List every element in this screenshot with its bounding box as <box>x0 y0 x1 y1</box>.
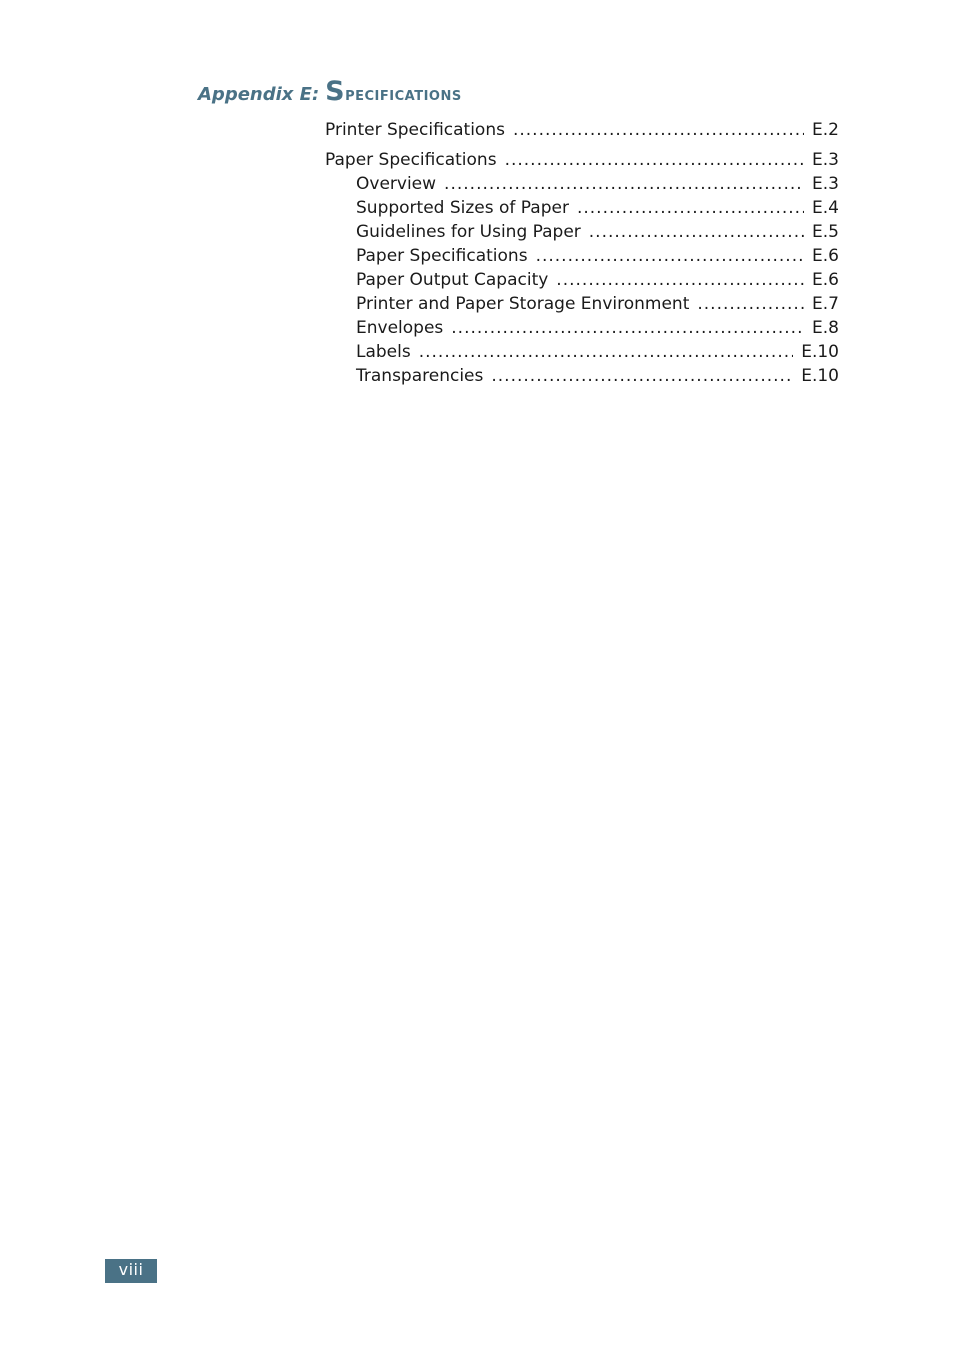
toc-entry-title: Printer Specifications <box>325 120 505 140</box>
toc-entry-guidelines[interactable] <box>325 220 839 244</box>
toc-entry-labels[interactable] <box>325 340 839 364</box>
toc-entry-output-capacity[interactable] <box>325 268 839 292</box>
table-of-contents <box>325 118 839 388</box>
appendix-title-rest: pecifications <box>345 83 462 105</box>
page-number: viii <box>105 1259 157 1283</box>
toc-entry-title: Envelopes <box>356 318 444 338</box>
toc-entry-page: E.10 <box>801 366 839 386</box>
dot-leader <box>536 244 804 268</box>
appendix-title <box>325 76 462 107</box>
toc-entry-title: Transparencies <box>356 366 484 386</box>
dot-leader <box>451 316 804 340</box>
dot-leader <box>419 340 794 364</box>
toc-entry-page: E.7 <box>812 294 839 314</box>
toc-entry-overview[interactable] <box>325 172 839 196</box>
toc-entry-page: E.8 <box>812 318 839 338</box>
toc-entry-title: Printer and Paper Storage Environment <box>356 294 690 314</box>
toc-entry-title: Paper Specifications <box>325 150 497 170</box>
toc-entry-title: Supported Sizes of Paper <box>356 198 569 218</box>
toc-entry-transparencies[interactable] <box>325 364 839 388</box>
toc-entry-page: E.6 <box>812 246 839 266</box>
toc-entry-title: Guidelines for Using Paper <box>356 222 581 242</box>
toc-entry-envelopes[interactable] <box>325 316 839 340</box>
toc-entry-page: E.2 <box>812 120 839 140</box>
toc-entry-paper-specifications-sub[interactable] <box>325 244 839 268</box>
toc-entry-title: Overview <box>356 174 437 194</box>
toc-entry-page: E.3 <box>812 174 839 194</box>
toc-entry-page: E.4 <box>812 198 839 218</box>
toc-entry-storage-environment[interactable] <box>325 292 839 316</box>
toc-entry-supported-sizes[interactable] <box>325 196 839 220</box>
toc-entry-page: E.10 <box>801 342 839 362</box>
dot-leader <box>556 268 804 292</box>
dot-leader <box>697 292 804 316</box>
toc-entry-printer-specifications[interactable] <box>325 118 839 142</box>
toc-entry-paper-specifications[interactable] <box>325 148 839 172</box>
dot-leader <box>513 118 804 142</box>
dot-leader <box>491 364 793 388</box>
dot-leader <box>505 148 804 172</box>
appendix-title-initial: S <box>325 76 346 107</box>
section-heading <box>198 76 462 107</box>
appendix-label: Appendix E: <box>198 84 320 105</box>
dot-leader <box>589 220 804 244</box>
toc-entry-title: Paper Output Capacity <box>356 270 549 290</box>
toc-entry-title: Paper Specifications <box>356 246 528 266</box>
dot-leader <box>444 172 804 196</box>
toc-entry-page: E.6 <box>812 270 839 290</box>
toc-entry-page: E.5 <box>812 222 839 242</box>
toc-entry-title: Labels <box>356 342 411 362</box>
toc-entry-page: E.3 <box>812 150 839 170</box>
dot-leader <box>577 196 804 220</box>
